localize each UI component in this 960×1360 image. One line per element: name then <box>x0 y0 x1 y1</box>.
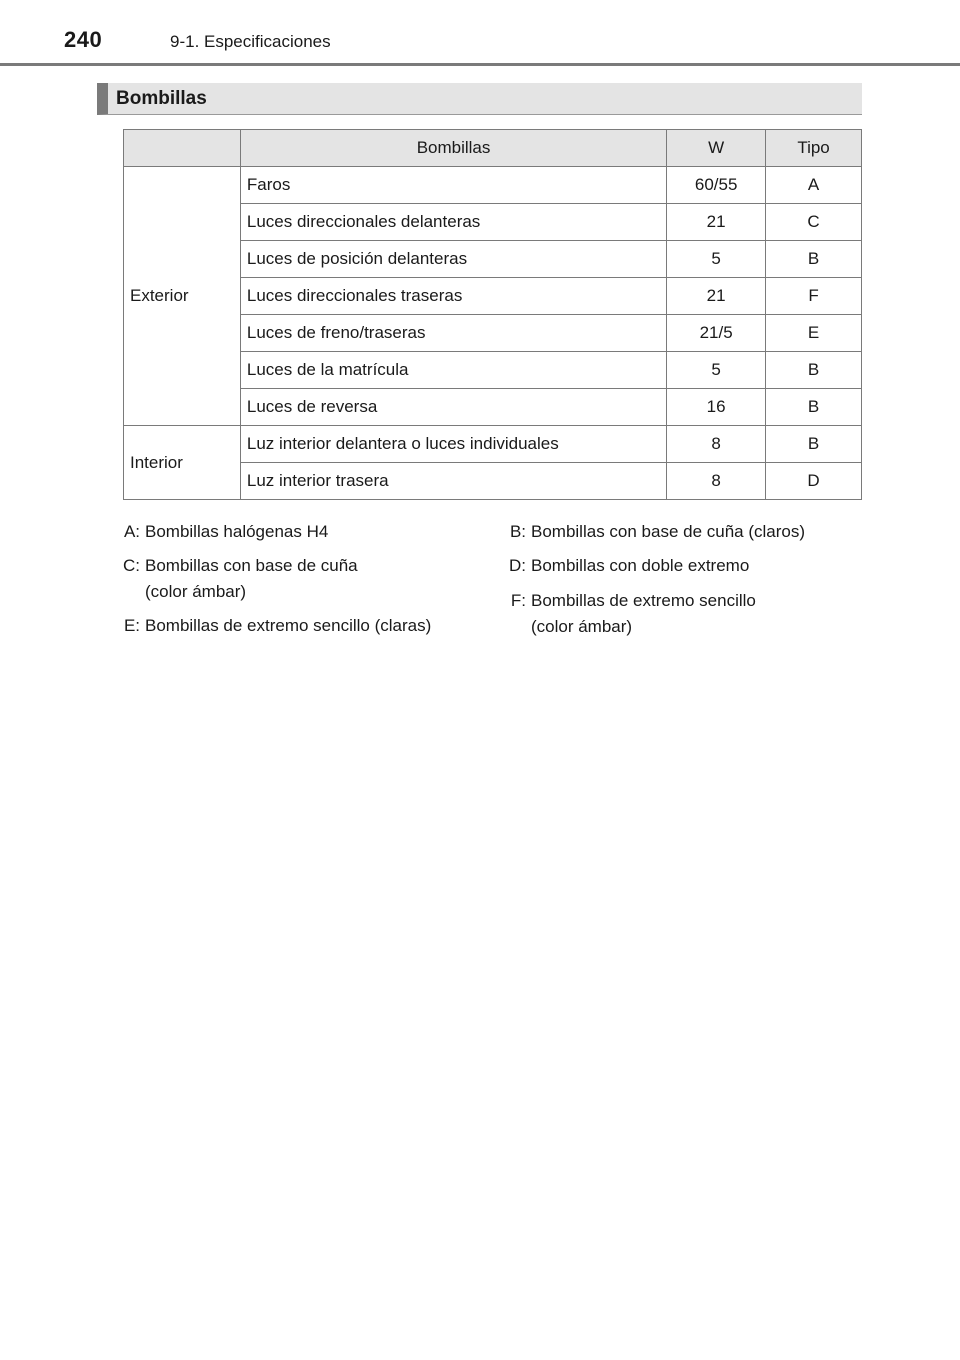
column-header-bulbs: Bombillas <box>240 130 666 167</box>
bulb-name: Luces de freno/traseras <box>240 315 666 352</box>
bulb-type: B <box>766 426 862 463</box>
legend-key: C: <box>123 556 140 575</box>
page-header <box>0 0 960 70</box>
legend-key: B: <box>509 522 526 541</box>
legend-key: F: <box>510 591 526 610</box>
legend-text: Bombillas con doble extremo <box>531 556 750 575</box>
bulb-name: Luces direccionales traseras <box>240 278 666 315</box>
legend-text-continued: (color ámbar) <box>531 617 633 636</box>
page-number: 240 <box>64 27 103 52</box>
legend-item-c <box>114 553 358 605</box>
column-header-type: Tipo <box>766 130 862 167</box>
column-header-watts: W <box>667 130 766 167</box>
legend-text: Bombillas de extremo sencillo (claras) <box>145 616 432 635</box>
bulb-name: Luces direccionales delanteras <box>240 204 666 241</box>
bulb-name: Luz interior delantera o luces individuales <box>240 426 666 463</box>
table-header-row <box>124 130 862 167</box>
bulb-type: F <box>766 278 862 315</box>
bulb-specs-table <box>123 129 862 500</box>
bulb-watts: 60/55 <box>667 167 766 204</box>
header-divider <box>0 63 960 66</box>
bulb-watts: 8 <box>667 463 766 500</box>
legend-key: E: <box>123 616 140 635</box>
column-header-group <box>124 130 241 167</box>
table-row <box>124 167 862 204</box>
section-title: Bombillas <box>116 88 207 109</box>
bulb-type: C <box>766 204 862 241</box>
bulb-watts: 5 <box>667 352 766 389</box>
legend-text: Bombillas de extremo sencillo <box>531 591 756 610</box>
bulb-type: B <box>766 389 862 426</box>
legend-key: A: <box>123 522 140 541</box>
legend-key: D: <box>509 556 526 575</box>
legend-item-b <box>500 519 805 545</box>
bulb-type: D <box>766 463 862 500</box>
legend-item-e <box>114 613 431 639</box>
bulb-watts: 16 <box>667 389 766 426</box>
legend-text: Bombillas halógenas H4 <box>145 522 329 541</box>
legend-text: Bombillas con base de cuña <box>145 556 358 575</box>
bulb-type: B <box>766 241 862 278</box>
bulb-watts: 5 <box>667 241 766 278</box>
legend-text: Bombillas con base de cuña (claros) <box>531 522 806 541</box>
section-heading <box>97 83 862 115</box>
legend-text-continued: (color ámbar) <box>145 582 247 601</box>
bulb-type: E <box>766 315 862 352</box>
bulb-watts: 21/5 <box>667 315 766 352</box>
legend-item-f <box>500 588 756 640</box>
bulb-watts: 21 <box>667 278 766 315</box>
bulb-name: Luces de posición delanteras <box>240 241 666 278</box>
group-label-exterior: Exterior <box>124 167 241 426</box>
bulb-name: Luces de la matrícula <box>240 352 666 389</box>
legend-item-d <box>500 553 749 579</box>
bulb-watts: 8 <box>667 426 766 463</box>
bulb-type: A <box>766 167 862 204</box>
bulb-name: Luces de reversa <box>240 389 666 426</box>
bulb-name: Luz interior trasera <box>240 463 666 500</box>
group-label-interior: Interior <box>124 426 241 500</box>
bulb-name: Faros <box>240 167 666 204</box>
legend-item-a <box>114 519 328 545</box>
bulb-watts: 21 <box>667 204 766 241</box>
bulb-type: B <box>766 352 862 389</box>
chapter-title: 9-1. Especificaciones <box>170 32 331 51</box>
table-row <box>124 426 862 463</box>
